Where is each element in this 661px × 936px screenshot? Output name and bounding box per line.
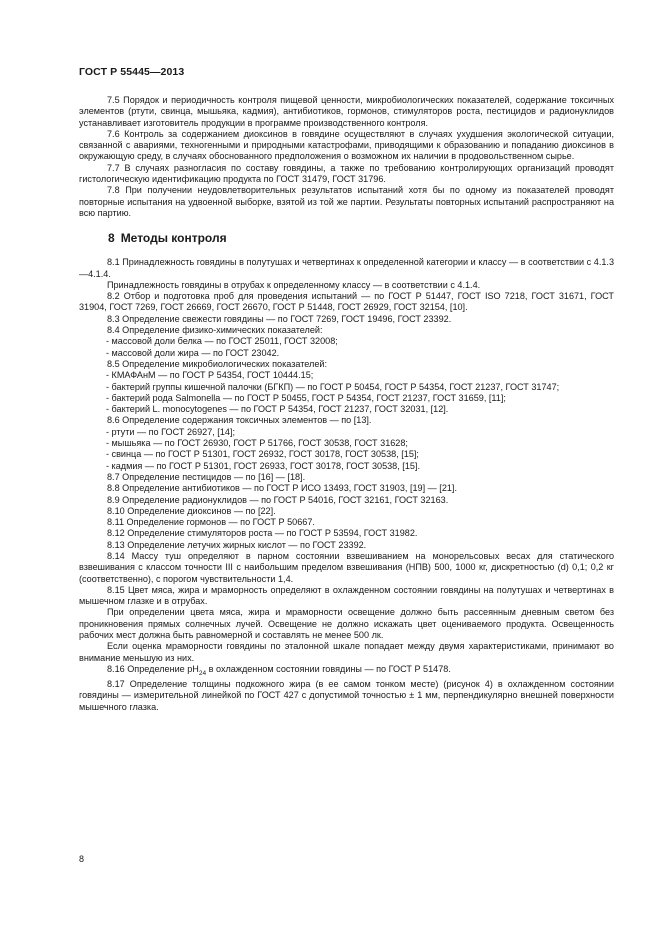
- paragraph-8-1-cont: Принадлежность говядины в отрубах к определенному классу — в соответствии с 4.1.4.: [107, 279, 481, 290]
- list-item: - бактерий рода Salmonella — по ГОСТ Р 50455, ГОСТ Р 54354, ГОСТ 21237, ГОСТ 31659, [11];: [106, 392, 506, 403]
- paragraph-8-2: 8.2 Отбор и подготовка проб для проведения испытаний — по ГОСТ Р 51447, ГОСТ ISO 7218, ГОСТ 31671, ГОСТ 31904, ГОСТ 7269, ГОСТ 26669, ГОСТ 26670, ГОСТ Р 51448, ГОСТ 26929, ГОСТ 32154, [10].: [79, 291, 614, 313]
- paragraph-marbling: Если оценка мраморности говядины по эталонной шкале попадает между двумя характеристиками, принимают во внимание меньшую из них.: [79, 641, 614, 663]
- page-content: [79, 95, 614, 713]
- document-header: ГОСТ Р 55445—2013: [79, 66, 185, 78]
- paragraph-8-3: 8.3 Определение свежести говядины — по ГОСТ 7269, ГОСТ 19496, ГОСТ 23392.: [107, 313, 452, 324]
- list-item: - мышьяка — по ГОСТ 26930, ГОСТ Р 51766, ГОСТ 30538, ГОСТ 31628;: [106, 438, 408, 449]
- list-item: - бактерий группы кишечной палочки (БГКП) — по ГОСТ Р 50454, ГОСТ Р 54354, ГОСТ 21237, ГОСТ 31747;: [106, 381, 560, 392]
- paragraph-8-14: 8.14 Массу туш определяют в парном состоянии взвешиванием на монорельсовых весах для статического взвешивания с классом точности III с наибольшим пределом взвешивания (НПВ) 500, 1000 кг, дискретностью (d) 0,1; 0,2 кг (соответственно), с порогом чувствительности 1,4.: [79, 550, 614, 584]
- list-item: - бактерий L. monocytogenes — по ГОСТ Р 54354, ГОСТ 21237, ГОСТ 32031, [12].: [106, 404, 449, 415]
- list-item: - свинца — по ГОСТ Р 51301, ГОСТ 26932, ГОСТ 30178, ГОСТ 30538, [15];: [106, 449, 419, 460]
- list-item: - массовой доли белка — по ГОСТ 25011, ГОСТ 32008;: [106, 336, 338, 347]
- paragraph-8-13: 8.13 Определение летучих жирных кислот — по ГОСТ 23392.: [107, 539, 367, 550]
- paragraph-7-6: 7.6 Контроль за содержанием диоксинов в говядине осуществляют в случаях ухудшения экологической ситуации, связанной с авариями, техногенными и природными катастрофами, приводящими к образованию и попаданию диоксинов в окружающую среду, в случаях обоснованного предположения о возможном их наличии в продовольственном сырье.: [79, 128, 614, 162]
- ph-text: 8.16 Определение рН: [107, 663, 199, 674]
- paragraph-8-4: 8.4 Определение физико-химических показателей:: [107, 325, 323, 336]
- page-number: 8: [79, 854, 85, 864]
- ph-subscript: 24: [198, 669, 207, 677]
- paragraph-8-12: 8.12 Определение стимуляторов роста — по ГОСТ Р 53594, ГОСТ 31982.: [107, 528, 418, 539]
- paragraph-8-8: 8.8 Определение антибиотиков — по ГОСТ Р ИСО 13493, ГОСТ 31903, [19] — [21].: [107, 483, 457, 494]
- list-item: - КМАФАнМ — по ГОСТ Р 54354, ГОСТ 10444.15;: [106, 370, 314, 381]
- paragraph-8-15: 8.15 Цвет мяса, жира и мраморность определяют в охлажденном состоянии говядины на полутушах и четвертинах в мышечном глазке и в отрубах.: [79, 584, 614, 607]
- paragraph-8-11: 8.11 Определение гормонов — по ГОСТ Р 50667.: [107, 517, 315, 528]
- list-item: - массовой доли жира — по ГОСТ 23042.: [106, 347, 280, 358]
- paragraph-8-7: 8.7 Определение пестицидов — по [16] — [18].: [107, 471, 306, 482]
- paragraph-8-9: 8.9 Определение радионуклидов — по ГОСТ Р 54016, ГОСТ 32161, ГОСТ 32163.: [107, 494, 449, 505]
- section-title: Методы контроля: [120, 231, 227, 246]
- list-item: - ртути — по ГОСТ 26927, [14];: [106, 426, 235, 437]
- section-number: 8: [108, 231, 115, 246]
- list-item: - кадмия — по ГОСТ Р 51301, ГОСТ 26933, ГОСТ 30178, ГОСТ 30538, [15].: [106, 460, 420, 471]
- paragraph-8-10: 8.10 Определение диоксинов — по [22].: [107, 505, 276, 516]
- ph-text-rest: в охлажденном состоянии говядины — по ГОСТ Р 51478.: [206, 663, 451, 674]
- paragraph-8-1: 8.1 Принадлежность говядины в полутушах и четвертинах к определенной категории и классу — в соответствии с 4.1.3—4.1.4.: [79, 257, 614, 279]
- paragraph-7-7: 7.7 В случаях разногласия по составу говядины, а также по требованию контролирующих организаций проводят гистологическую идентификацию продукта по ГОСТ 31479, ГОСТ 31796.: [79, 162, 614, 185]
- section-heading: [108, 231, 614, 245]
- paragraph-8-17: 8.17 Определение толщины подкожного жира (в ее самом тонком месте) (рисунок 4) в охлажденном состоянии говядины — измерительной линейкой по ГОСТ 427 с допустимой точностью ± 1 мм, перпендикулярно внешней поверхности мышечного глазка.: [79, 679, 614, 712]
- paragraph-7-8: 7.8 При получении неудовлетворительных результатов испытаний хотя бы по одному из показателей проводят повторные испытания на удвоенной выборке, взятой из той же партии. Результаты повторных испытаний распространяют на всю партию.: [79, 185, 614, 218]
- paragraph-lighting: При определении цвета мяса, жира и мраморности освещение должно быть рассеянным дневным светом без проникновения прямых солнечных лучей. Освещение не должно искажать цвет оцениваемого продукта. Освещенность рабочих мест должна быть равномерной и составлять не менее 500 лк.: [79, 607, 614, 641]
- paragraph-8-5: 8.5 Определение микробиологических показателей:: [107, 358, 328, 369]
- paragraph-8-16: [79, 664, 614, 679]
- paragraph-7-5: 7.5 Порядок и периодичность контроля пищевой ценности, микробиологических показателей, содержание токсичных элементов (ртути, свинца, мышьяка, кадмия), антибиотиков, гормонов, стимуляторов роста, пестицидов и радионуклидов устанавливает изготовитель продукции в программе производственного контроля.: [79, 95, 614, 128]
- paragraph-8-6: 8.6 Определение содержания токсичных элементов — по [13].: [107, 415, 372, 426]
